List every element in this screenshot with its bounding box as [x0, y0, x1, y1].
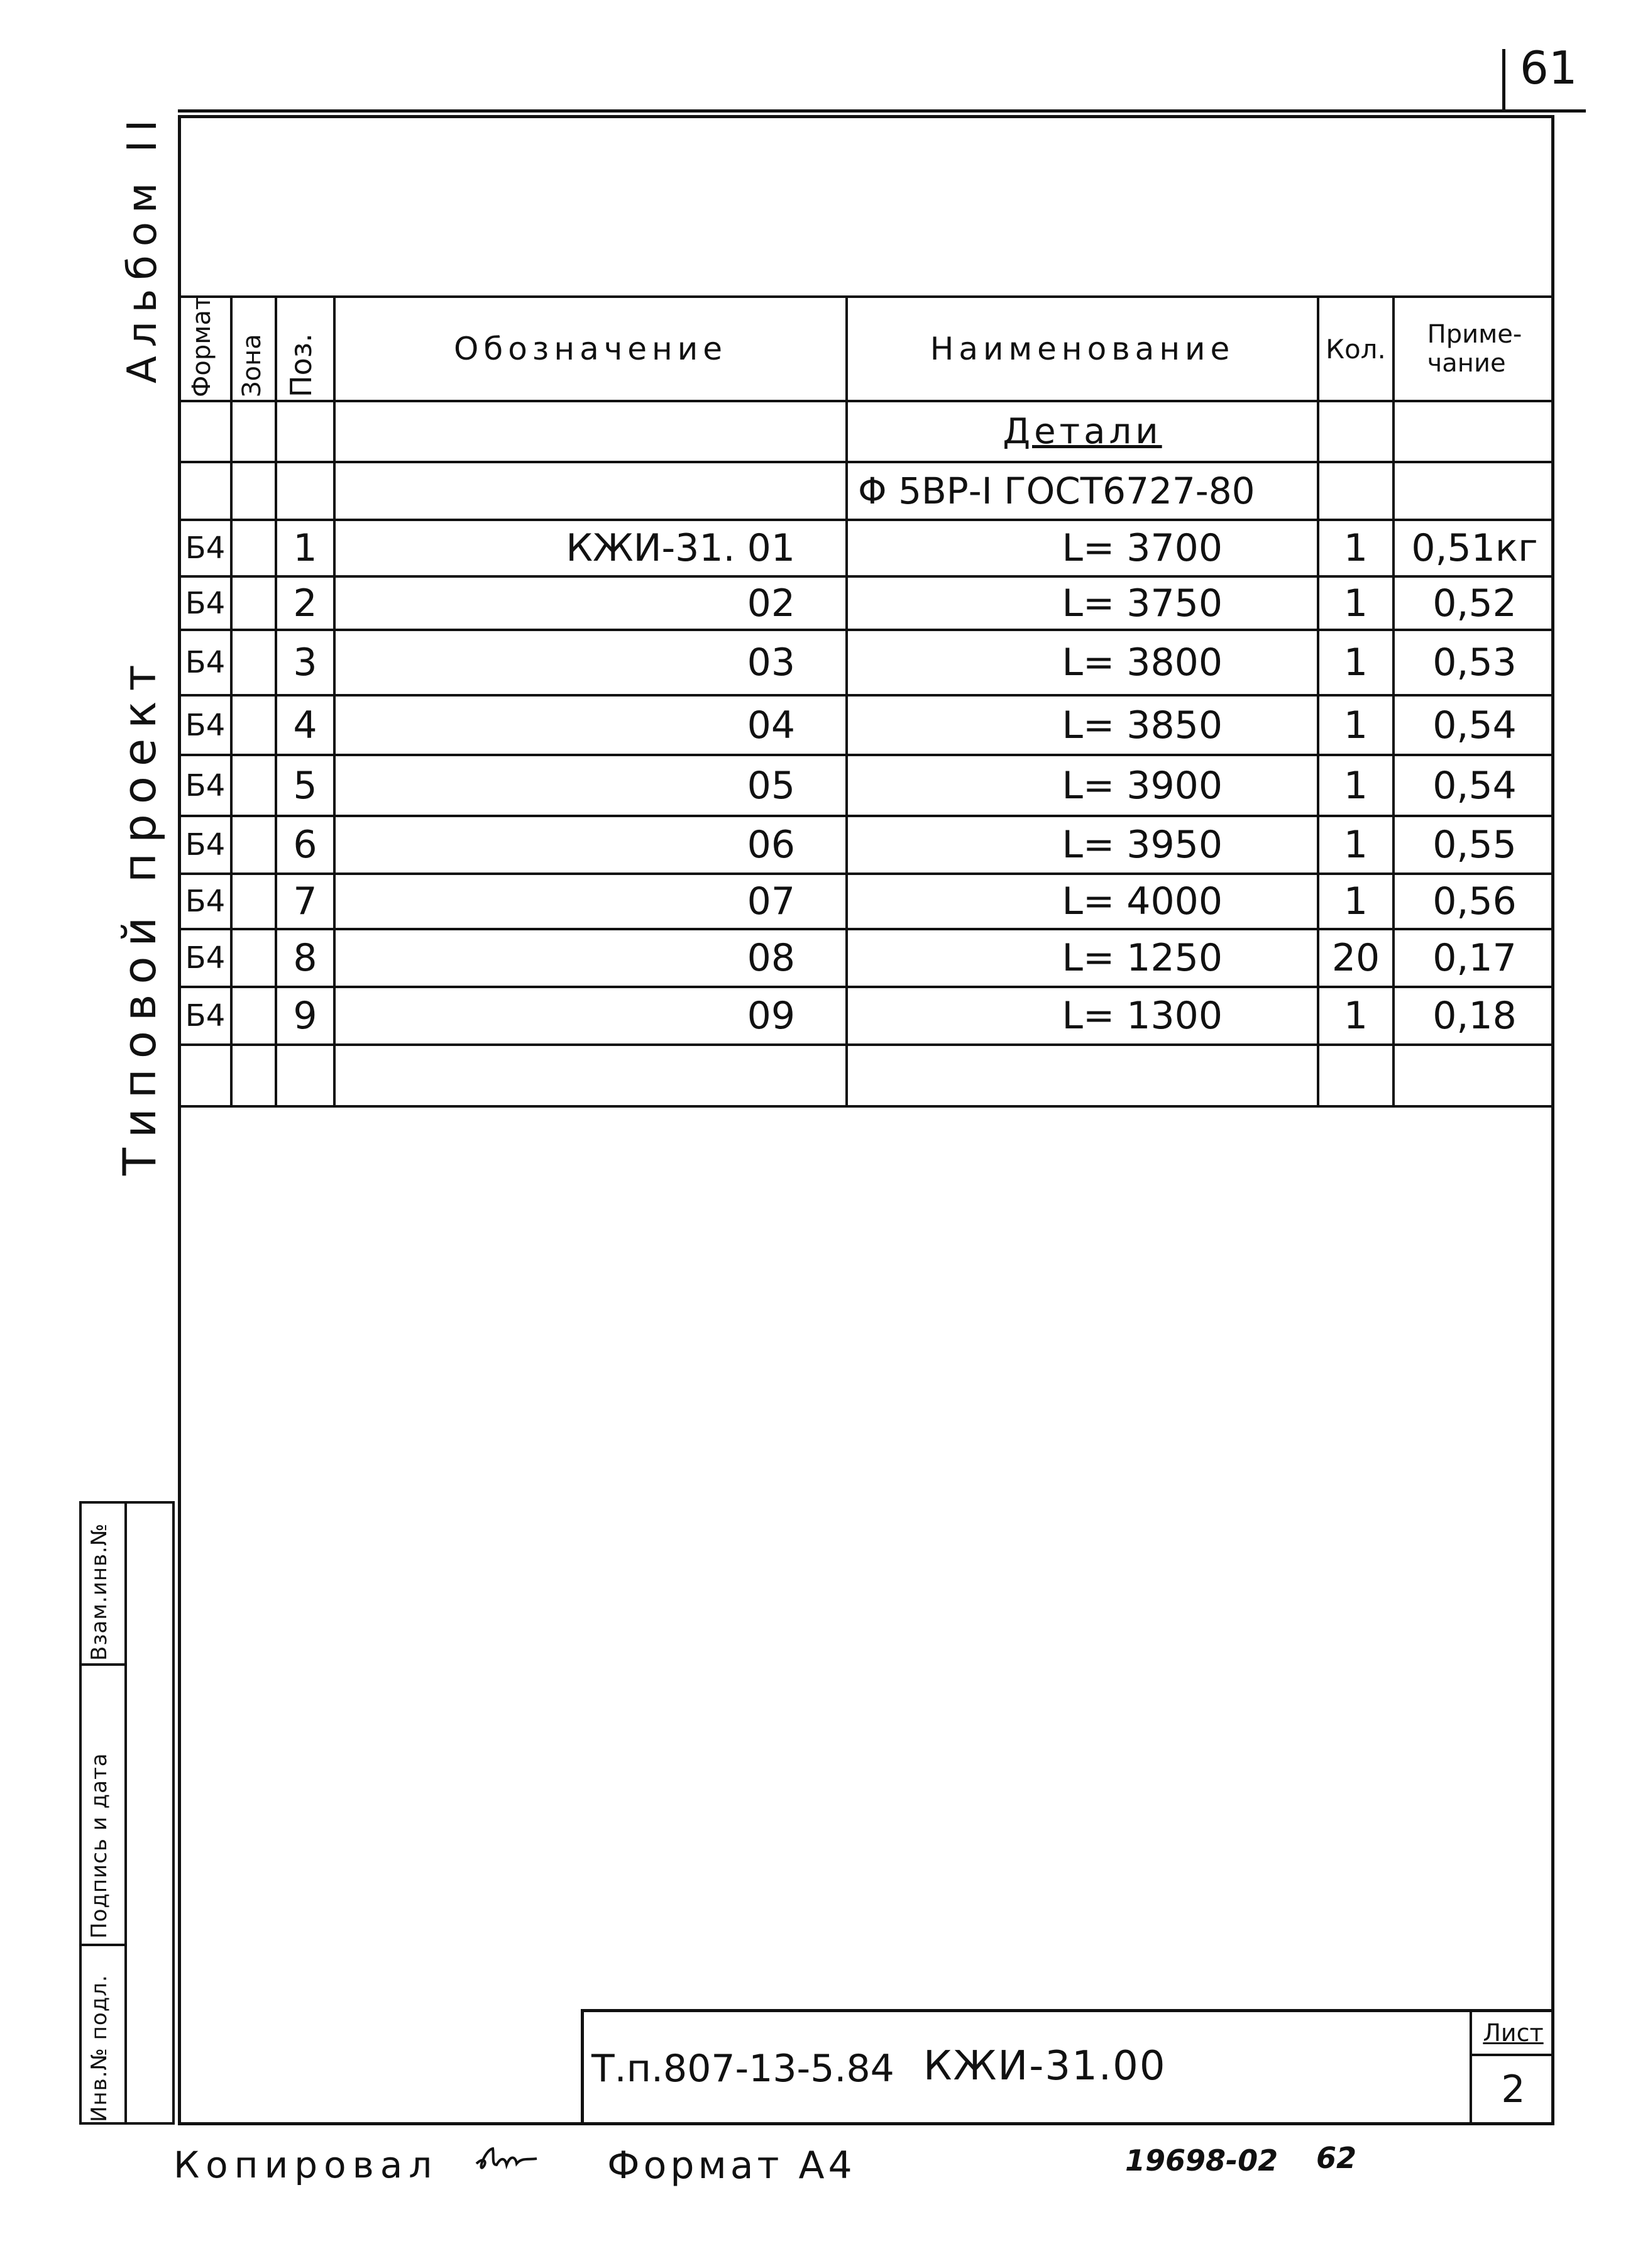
- album-label: Альбом II: [119, 111, 166, 383]
- header-name: Наименование: [930, 331, 1235, 367]
- row-pos: 1: [293, 526, 317, 570]
- row-format: Б4: [185, 827, 226, 862]
- row-pos: 7: [293, 879, 317, 923]
- stamp-inv-label: Инв.№ подл.: [87, 1974, 112, 2122]
- format-label: Формат А4: [607, 2144, 856, 2188]
- side-stamp-row-line: [82, 1663, 124, 1666]
- row-name: L= 3800: [1062, 641, 1223, 685]
- row-pos: 5: [293, 763, 317, 808]
- top-border-line: [178, 109, 1586, 113]
- sheet-number: 2: [1501, 2067, 1525, 2111]
- row-designation: КЖИ-31. 01: [566, 526, 795, 570]
- stamp-replace-label: Взам.инв.№: [87, 1522, 112, 1661]
- row-designation: 02: [747, 581, 795, 625]
- row-pos: 2: [293, 581, 317, 625]
- row-designation: 05: [747, 763, 795, 808]
- sheet-label: Лист: [1483, 2019, 1544, 2047]
- table-bottom-line: [178, 1105, 1554, 1108]
- row-note: 0,51кг: [1411, 526, 1538, 570]
- row-qty: 1: [1343, 994, 1368, 1038]
- row-designation: 04: [747, 703, 795, 747]
- footer-page-number: 62: [1316, 2141, 1357, 2175]
- col-line: [230, 295, 233, 1106]
- row-format: Б4: [185, 940, 226, 976]
- row-name: L= 1300: [1062, 994, 1223, 1038]
- row-name: L= 3900: [1062, 763, 1223, 808]
- row-designation: 08: [747, 936, 795, 980]
- inventory-number: 19698-02: [1125, 2144, 1278, 2177]
- row-qty: 1: [1343, 879, 1368, 923]
- row-qty: 1: [1343, 823, 1368, 867]
- row-qty: 1: [1343, 641, 1368, 685]
- row-note: 0,52: [1432, 581, 1517, 625]
- material-spec: Φ 5ВР-I ГОСТ6727-80: [858, 470, 1255, 512]
- row-format: Б4: [185, 585, 226, 621]
- row-designation: 06: [747, 823, 795, 867]
- section-title: Детали: [1003, 411, 1162, 452]
- header-zone: Зона: [238, 334, 267, 397]
- copier-signature: [471, 2137, 541, 2175]
- row-qty: 20: [1331, 936, 1380, 980]
- row-qty: 1: [1343, 763, 1368, 808]
- row-note: 0,18: [1432, 994, 1517, 1038]
- title-block: [581, 2009, 1554, 2125]
- row-qty: 1: [1343, 526, 1368, 570]
- row-name: L= 3950: [1062, 823, 1223, 867]
- row-pos: 4: [293, 703, 317, 747]
- row-format: Б4: [185, 884, 226, 919]
- row-pos: 3: [293, 641, 317, 685]
- header-pos: Поз.: [284, 333, 318, 397]
- copied-label: Копировал: [173, 2144, 439, 2186]
- row-designation: 07: [747, 879, 795, 923]
- row-name: L= 1250: [1062, 936, 1223, 980]
- document-code: КЖИ-31.00: [923, 2043, 1167, 2089]
- row-format: Б4: [185, 645, 226, 680]
- row-qty: 1: [1343, 703, 1368, 747]
- stamp-signature-label: Подпись и дата: [87, 1753, 112, 1939]
- side-stamp-row-line: [82, 1944, 124, 1946]
- row-name: L= 3850: [1062, 703, 1223, 747]
- page-number: 61: [1520, 41, 1578, 94]
- row-note: 0,17: [1432, 936, 1517, 980]
- header-format: Формат: [187, 295, 216, 397]
- row-designation: 09: [747, 994, 795, 1038]
- row-designation: 03: [747, 641, 795, 685]
- row-note: 0,53: [1432, 641, 1517, 685]
- row-qty: 1: [1343, 581, 1368, 625]
- row-pos: 9: [293, 994, 317, 1038]
- row-pos: 6: [293, 823, 317, 867]
- header-qty: Кол.: [1326, 333, 1386, 365]
- row-pos: 8: [293, 936, 317, 980]
- side-stamp-divider: [124, 1504, 127, 2122]
- row-name: L= 3750: [1062, 581, 1223, 625]
- row-note: 0,54: [1432, 703, 1517, 747]
- row-line: [178, 1043, 1554, 1046]
- header-designation: Обозначение: [454, 331, 727, 367]
- row-format: Б4: [185, 998, 226, 1033]
- row-format: Б4: [185, 707, 226, 743]
- row-note: 0,54: [1432, 763, 1517, 808]
- row-format: Б4: [185, 768, 226, 803]
- row-note: 0,56: [1432, 879, 1517, 923]
- page-number-divider: [1502, 49, 1505, 112]
- row-note: 0,55: [1432, 823, 1517, 867]
- side-stamp-table: [79, 1501, 175, 2125]
- row-name: L= 3700: [1062, 526, 1223, 570]
- row-format: Б4: [185, 531, 226, 566]
- project-code: Т.п.807-13-5.84: [591, 2047, 894, 2091]
- project-label: Типовой проект: [113, 654, 166, 1175]
- header-note: Приме- чание: [1427, 320, 1522, 378]
- row-name: L= 4000: [1062, 879, 1223, 923]
